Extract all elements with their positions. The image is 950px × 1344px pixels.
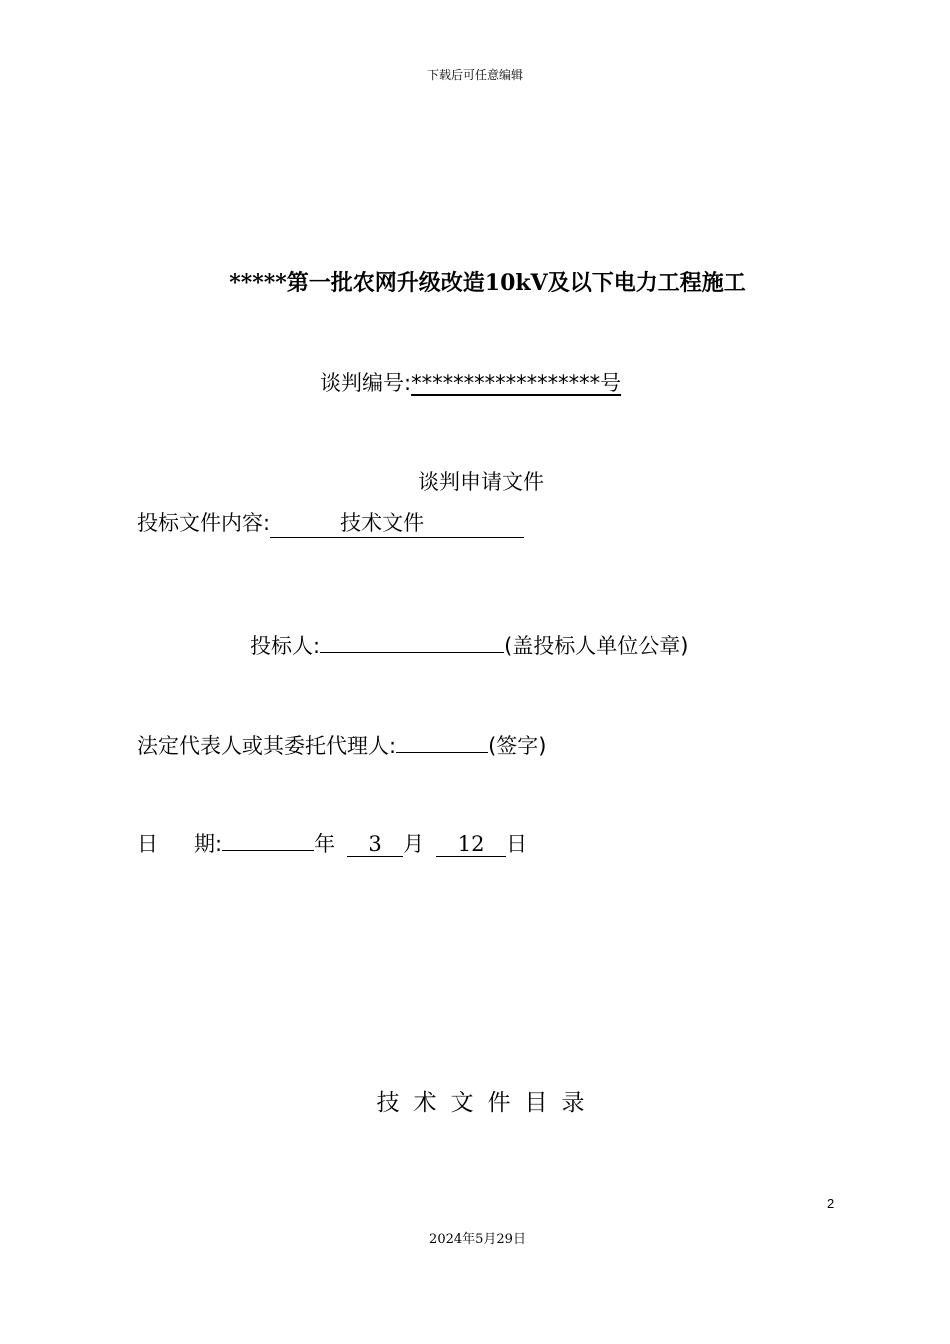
year-blank [222,832,314,851]
date-label-day: 日 [137,832,158,856]
day-value: 12 [436,832,506,857]
legal-rep-blank [396,734,488,753]
negotiation-number-label: 谈判编号: [320,371,412,395]
toc-title: 技术文件目录 [376,1090,599,1116]
year-unit: 年 [314,832,336,856]
day-unit: 日 [506,832,528,856]
header-note: 下载后可任意编辑 [426,68,523,82]
footer-date: 2024年5月29日 [429,1232,526,1247]
bidder-blank [320,634,504,653]
date-label-period: 期: [194,832,223,856]
document-name: 谈判申请文件 [418,470,544,494]
legal-rep-row [137,730,546,760]
project-title: *****第一批农网升级改造10kV及以下电力工程施工 [229,270,746,296]
bid-content-field [270,507,524,538]
legal-rep-note: (签字) [488,734,547,758]
bidder-row [250,630,688,660]
legal-rep-label: 法定代表人或其委托代理人: [137,734,397,758]
bidder-label: 投标人: [250,634,321,658]
bidder-note: (盖投标人单位公章) [504,634,689,658]
bid-content-value: 技术文件 [340,511,425,535]
date-row [137,828,527,858]
negotiation-number-value: ******************号 [411,371,622,395]
page-number: 2 [827,1196,835,1211]
negotiation-number-row [320,367,621,397]
bid-content-label: 投标文件内容: [137,511,271,535]
month-value: 3 [347,832,403,857]
month-unit: 月 [403,832,425,856]
bid-content-row [137,507,524,538]
